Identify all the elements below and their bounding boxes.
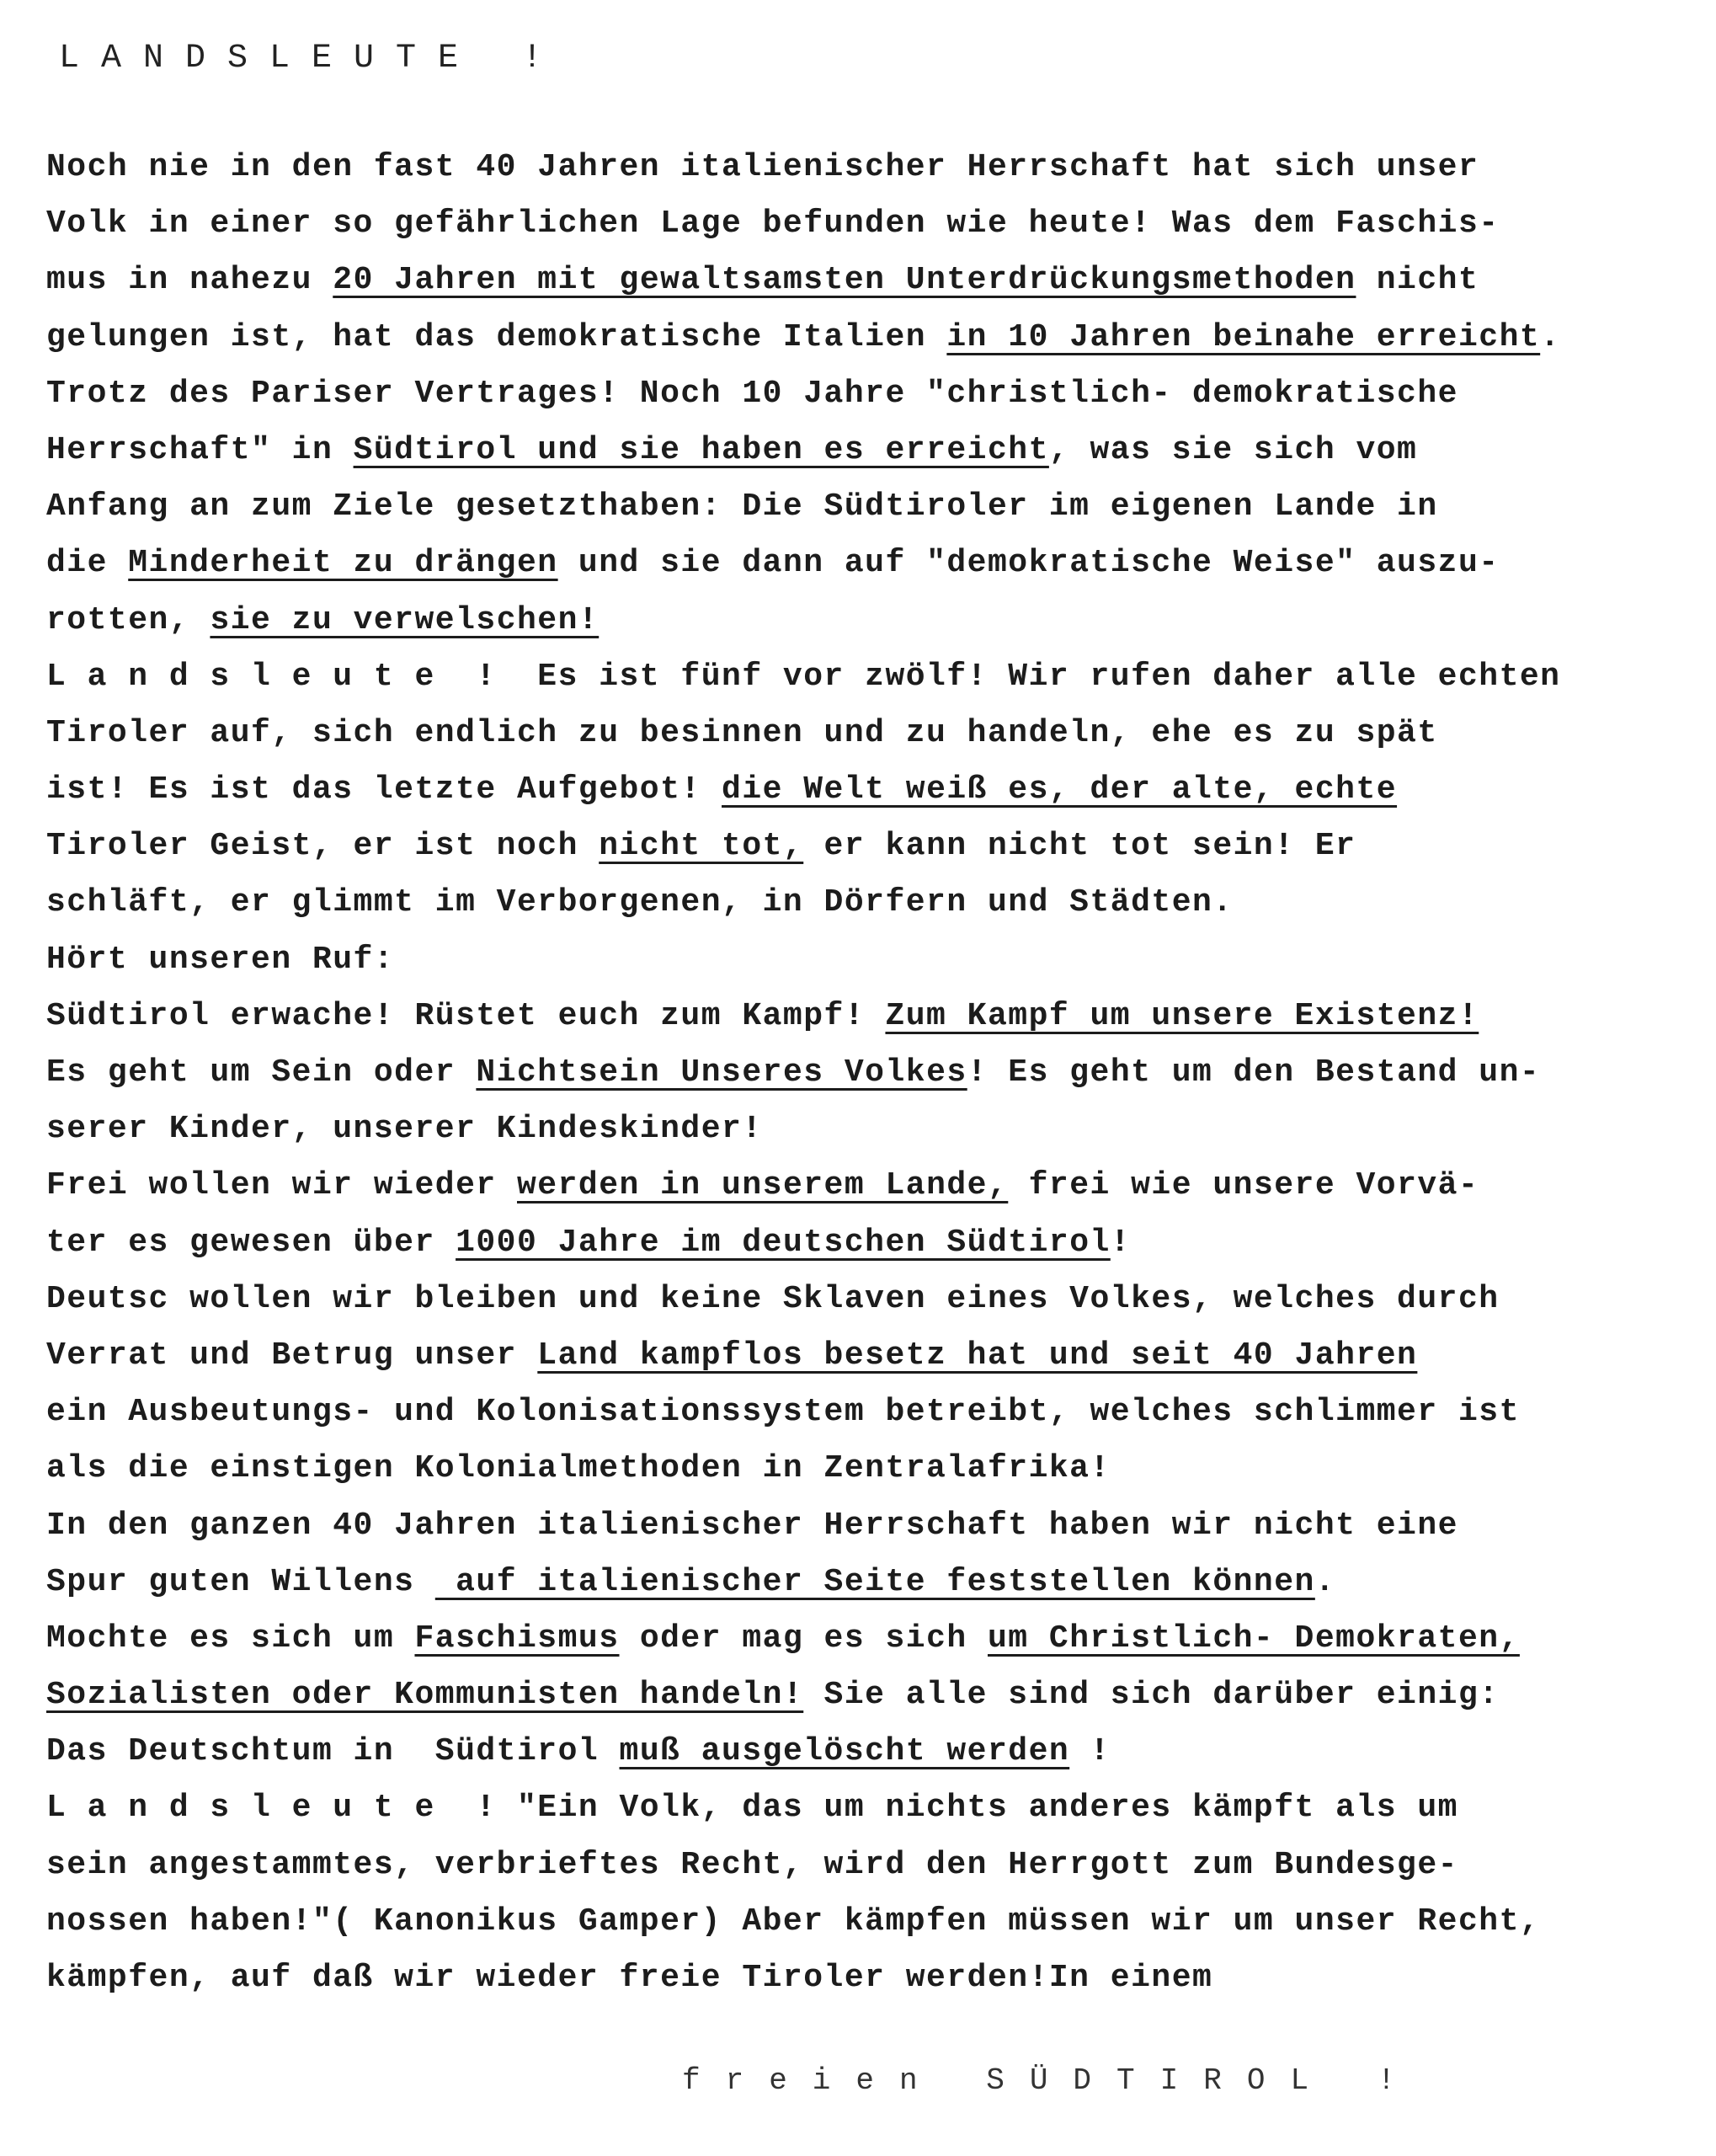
text-line	[46, 648, 1697, 705]
leaflet-closing: freien SÜDTIROL !	[682, 2063, 1421, 2098]
text-line	[46, 1327, 1697, 1384]
text-segment: serer Kinder, unserer Kindeskinder!	[46, 1111, 763, 1148]
text-segment: Frei wollen wir wieder	[46, 1167, 517, 1204]
text-segment: !	[1110, 1224, 1132, 1261]
leaflet-body	[46, 139, 1697, 2006]
text-segment: Verrat und Betrug unser	[46, 1337, 538, 1374]
text-line	[46, 309, 1697, 366]
underlined-text: Land kampflos besetz hat und seit 40 Jahren	[537, 1337, 1418, 1374]
text-line	[46, 252, 1697, 308]
text-segment: oder mag es sich	[619, 1620, 988, 1657]
text-line	[46, 1440, 1697, 1497]
text-line	[46, 535, 1697, 591]
text-line	[46, 1101, 1697, 1157]
underlined-text: Südtirol und sie haben es erreicht	[353, 431, 1049, 468]
text-line	[46, 366, 1697, 422]
text-segment: gelungen ist, hat das demokratische Italien	[46, 318, 947, 355]
underlined-text: Minderheit zu drängen	[128, 545, 558, 582]
underlined-text: nicht tot,	[599, 828, 804, 865]
text-segment: mus in nahezu	[46, 262, 333, 299]
text-segment: Noch nie in den fast 40 Jahren italienischer Herrschaft hat sich unser	[46, 149, 1479, 185]
text-segment: und sie dann auf "demokratische Weise" auszu-	[557, 545, 1500, 582]
text-segment: Tiroler Geist, er ist noch	[46, 828, 600, 865]
text-segment: Mochte es sich um	[46, 1620, 415, 1657]
text-line	[46, 1780, 1697, 1836]
text-segment: ! Es geht um den Bestand un-	[967, 1054, 1541, 1091]
underlined-text: 1000 Jahre im deutschen Südtirol	[456, 1224, 1111, 1261]
text-segment: kämpfen, auf daß wir wieder freie Tiroler werden!In einem	[46, 1960, 1213, 1996]
underlined-text: Zum Kampf um unsere Existenz!	[885, 997, 1479, 1034]
text-segment: Das Deutschtum in Südtirol	[46, 1733, 620, 1770]
text-segment: Tiroler auf, sich endlich zu besinnen und zu handeln, ehe es zu spät	[46, 714, 1438, 751]
text-line	[46, 422, 1697, 478]
underlined-text: sie zu verwelschen!	[210, 601, 600, 638]
text-segment: Sie alle sind sich darüber einig:	[803, 1677, 1500, 1714]
text-line	[46, 1893, 1697, 1950]
text-line	[46, 761, 1697, 818]
text-segment: .	[1314, 1563, 1336, 1600]
text-line	[46, 1044, 1697, 1101]
text-segment: schläft, er glimmt im Verborgenen, in Dörfern und Städten.	[46, 884, 1234, 921]
text-line	[46, 874, 1697, 931]
text-segment: Deutsc wollen wir bleiben und keine Sklaven eines Volkes, welches durch	[46, 1280, 1500, 1317]
text-line	[46, 1837, 1697, 1893]
text-segment: nossen haben!"( Kanonikus Gamper) Aber kämpfen müssen wir um unser Recht,	[46, 1903, 1541, 1940]
underlined-text: werden in unserem Lande,	[517, 1167, 1009, 1204]
text-line	[46, 1497, 1697, 1554]
text-line	[46, 1950, 1697, 2006]
underlined-text: um Christlich- Demokraten,	[987, 1620, 1520, 1657]
underlined-text: Faschismus	[414, 1620, 620, 1657]
text-segment: Volk in einer so gefährlichen Lage befunden wie heute! Was dem Faschis-	[46, 205, 1500, 243]
text-line	[46, 592, 1697, 648]
text-segment: !	[1069, 1733, 1111, 1770]
text-segment: ein Ausbeutungs- und Kolonisationssystem betreibt, welches schlimmer ist	[46, 1394, 1520, 1431]
text-segment: Trotz des Pariser Vertrages! Noch 10 Jahre "christlich- demokratische	[46, 375, 1458, 412]
text-line	[46, 1271, 1697, 1327]
underlined-text: die Welt weiß es, der alte, echte	[722, 771, 1398, 808]
text-segment: Spur guten Willens	[46, 1563, 435, 1600]
text-segment: Es geht um Sein oder	[46, 1054, 477, 1091]
text-line	[46, 931, 1697, 988]
text-segment: Hört unseren Ruf:	[46, 941, 395, 978]
text-line	[46, 1667, 1697, 1723]
underlined-text: muß ausgelöscht werden	[619, 1733, 1070, 1770]
text-segment: sein angestammtes, verbrieftes Recht, wird den Herrgott zum Bundesge-	[46, 1846, 1458, 1883]
text-segment: ist! Es ist das letzte Aufgebot!	[46, 771, 722, 808]
text-line	[46, 705, 1697, 761]
text-line	[46, 195, 1697, 252]
leaflet-heading: LANDSLEUTE !	[59, 40, 565, 77]
text-line	[46, 139, 1697, 195]
underlined-text: in 10 Jahren beinahe erreicht	[946, 318, 1541, 355]
text-line	[46, 1723, 1697, 1780]
underlined-text: 20 Jahren mit gewaltsamsten Unterdrückungsmethoden	[333, 262, 1356, 299]
text-segment: er kann nicht tot sein! Er	[803, 828, 1356, 865]
text-segment: In den ganzen 40 Jahren italienischer Herrschaft haben wir nicht eine	[46, 1507, 1458, 1544]
text-segment: frei wie unsere Vorvä-	[1008, 1167, 1479, 1204]
text-line	[46, 1554, 1697, 1610]
text-segment: als die einstigen Kolonialmethoden in Zentralafrika!	[46, 1450, 1111, 1487]
text-line	[46, 1157, 1697, 1214]
text-line	[46, 1214, 1697, 1271]
text-line	[46, 1384, 1697, 1440]
text-segment: L a n d s l e u t e ! "Ein Volk, das um nichts anderes kämpft als um	[46, 1790, 1458, 1827]
underlined-text: auf italienischer Seite feststellen können	[434, 1563, 1315, 1600]
text-line	[46, 818, 1697, 874]
text-line	[46, 988, 1697, 1044]
text-segment: rotten,	[46, 601, 211, 638]
text-segment: Herrschaft" in	[46, 431, 354, 468]
text-segment: ter es gewesen über	[46, 1224, 456, 1261]
underlined-text: Nichtsein Unseres Volkes	[476, 1054, 967, 1091]
text-segment: Anfang an zum Ziele gesetzthaben: Die Südtiroler im eigenen Lande in	[46, 488, 1438, 526]
text-segment: nicht	[1356, 262, 1479, 299]
text-line	[46, 478, 1697, 535]
underlined-text: Sozialisten oder Kommunisten handeln!	[46, 1677, 804, 1714]
text-line	[46, 1610, 1697, 1667]
text-segment: L a n d s l e u t e ! Es ist fünf vor zwölf! Wir rufen daher alle echten	[46, 658, 1561, 695]
text-segment: , was sie sich vom	[1048, 431, 1418, 468]
text-segment: die	[46, 545, 129, 582]
text-segment: .	[1540, 318, 1561, 355]
text-segment: Südtirol erwache! Rüstet euch zum Kampf!	[46, 997, 886, 1034]
